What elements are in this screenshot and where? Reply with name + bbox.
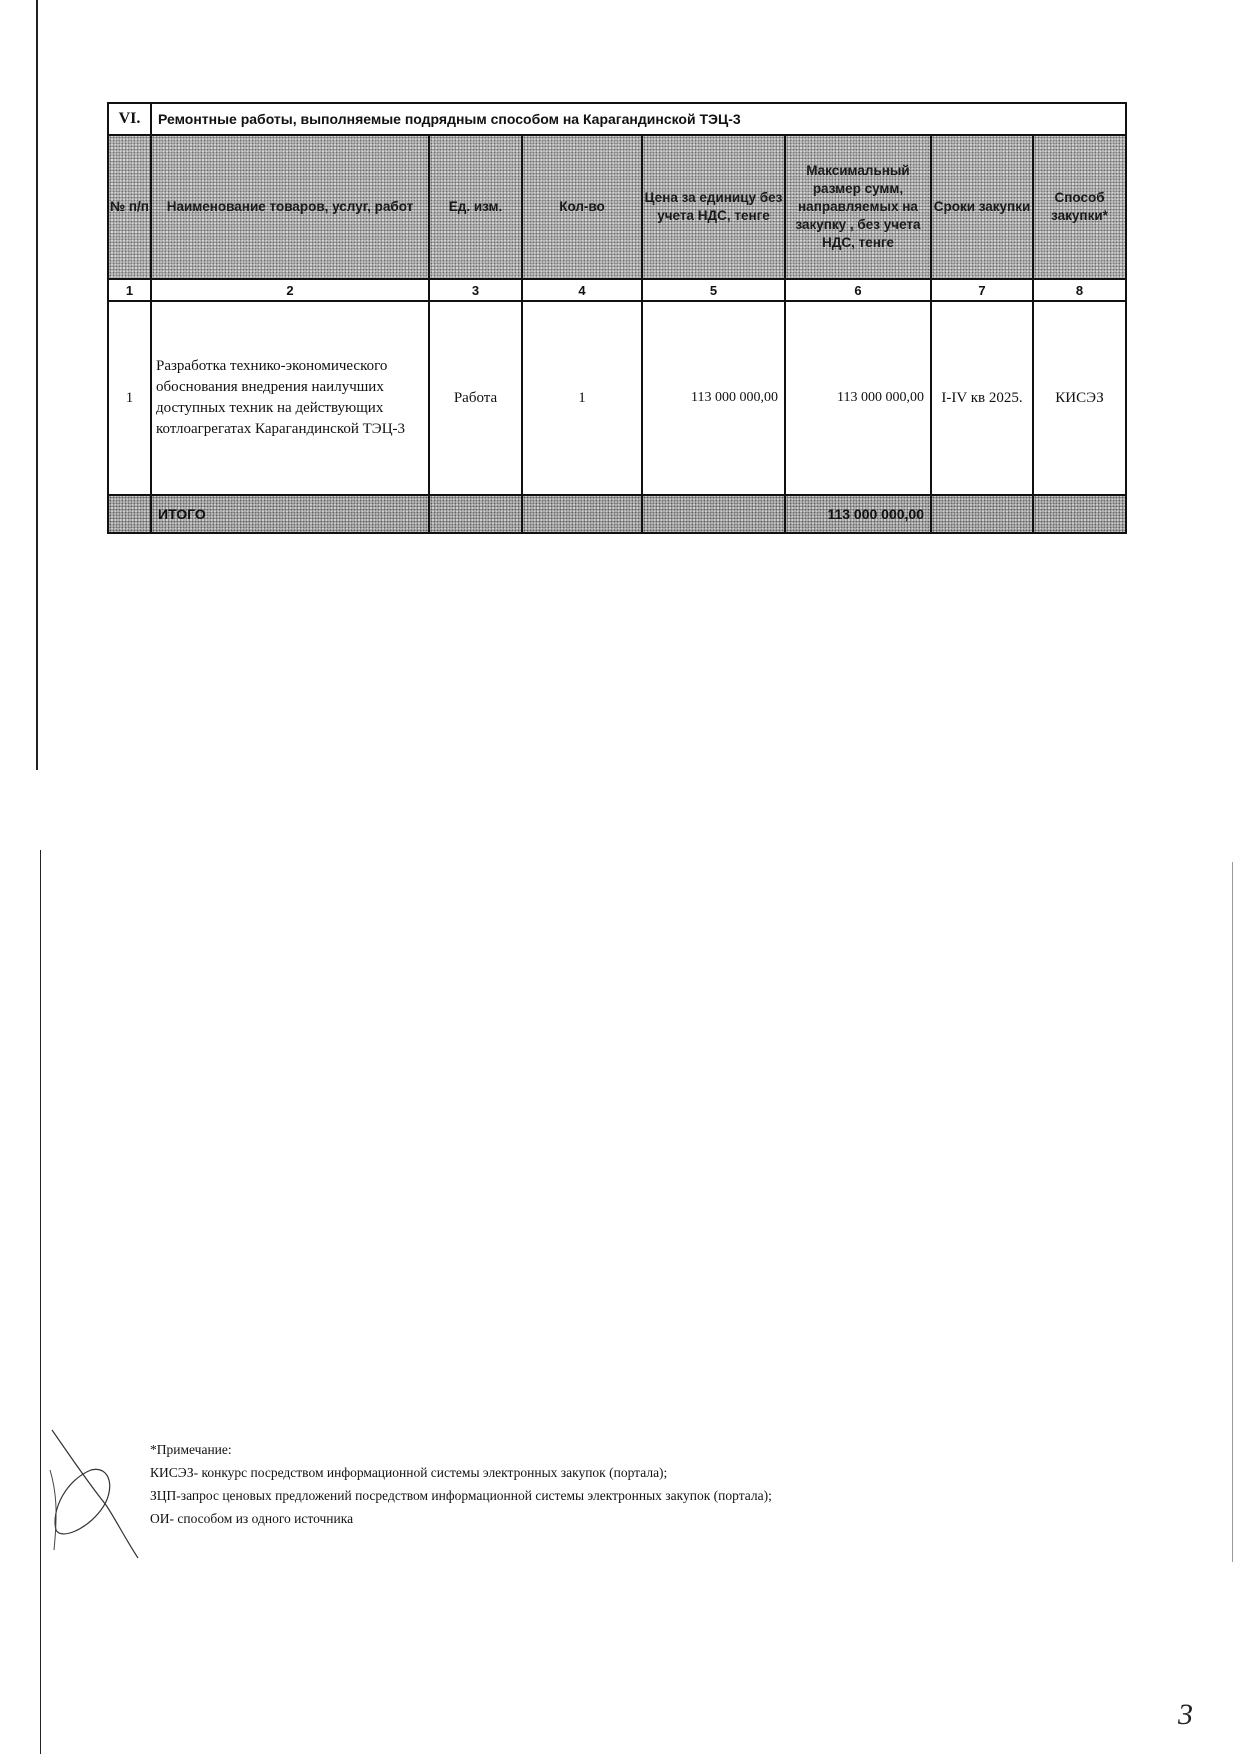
total-row [108, 495, 1126, 533]
footnote-title: *Примечание: [150, 1442, 232, 1457]
row-unit-price: 113 000 000,00 [642, 301, 785, 495]
total-empty-cell [522, 495, 642, 533]
row-unit: Работа [429, 301, 522, 495]
column-number: 1 [108, 279, 151, 301]
scan-edge [1232, 862, 1233, 1562]
header-unit-price: Цена за единицу без учета НДС, тенге [642, 135, 785, 279]
header-unit: Ед. изм. [429, 135, 522, 279]
total-empty-cell [429, 495, 522, 533]
total-sum: 113 000 000,00 [785, 495, 931, 533]
row-quantity: 1 [522, 301, 642, 495]
total-empty-cell [642, 495, 785, 533]
section-title: Ремонтные работы, выполняемые подрядным способом на Карагандинской ТЭЦ-3 [151, 103, 1126, 135]
total-empty-cell [1033, 495, 1126, 533]
header-period: Сроки закупки [931, 135, 1033, 279]
header-number: № п/п [108, 135, 151, 279]
footnote-line: КИСЭЗ- конкурс посредством информационной системы электронных закупок (портала); [150, 1465, 668, 1480]
column-number: 3 [429, 279, 522, 301]
procurement-table [107, 102, 1127, 534]
page-number: 3 [1178, 1698, 1193, 1731]
footnote-line: ЗЦП-запрос ценовых предложений посредством информационной системы электронных закупок (портала); [150, 1488, 772, 1503]
row-max-sum: 113 000 000,00 [785, 301, 931, 495]
signature-scribble [46, 1410, 156, 1560]
table-row [108, 301, 1126, 495]
column-number: 2 [151, 279, 429, 301]
row-method: КИСЭЗ [1033, 301, 1126, 495]
total-label: ИТОГО [151, 495, 429, 533]
header-method: Способ закупки* [1033, 135, 1126, 279]
section-number: VI. [108, 103, 151, 135]
row-number: 1 [108, 301, 151, 495]
scan-edge [40, 850, 41, 1754]
column-number: 4 [522, 279, 642, 301]
header-quantity: Кол-во [522, 135, 642, 279]
column-number: 7 [931, 279, 1033, 301]
column-header-row [108, 135, 1126, 279]
header-max-sum: Максимальный размер сумм, направляемых на закупку , без учета НДС, тенге [785, 135, 931, 279]
column-number: 8 [1033, 279, 1126, 301]
total-empty-cell [931, 495, 1033, 533]
header-name: Наименование товаров, услуг, работ [151, 135, 429, 279]
footnote-line: ОИ- способом из одного источника [150, 1511, 354, 1526]
column-number: 5 [642, 279, 785, 301]
row-name: Разработка технико-экономического обоснования внедрения наилучших доступных техник на действующих котлоагрегатах Карагандинской ТЭЦ-3 [151, 301, 429, 495]
scan-edge [36, 0, 38, 770]
total-empty-cell [108, 495, 151, 533]
row-period: I-IV кв 2025. [931, 301, 1033, 495]
footnote [150, 1438, 772, 1530]
column-number: 6 [785, 279, 931, 301]
section-header-row [108, 103, 1126, 135]
column-number-row [108, 279, 1126, 301]
